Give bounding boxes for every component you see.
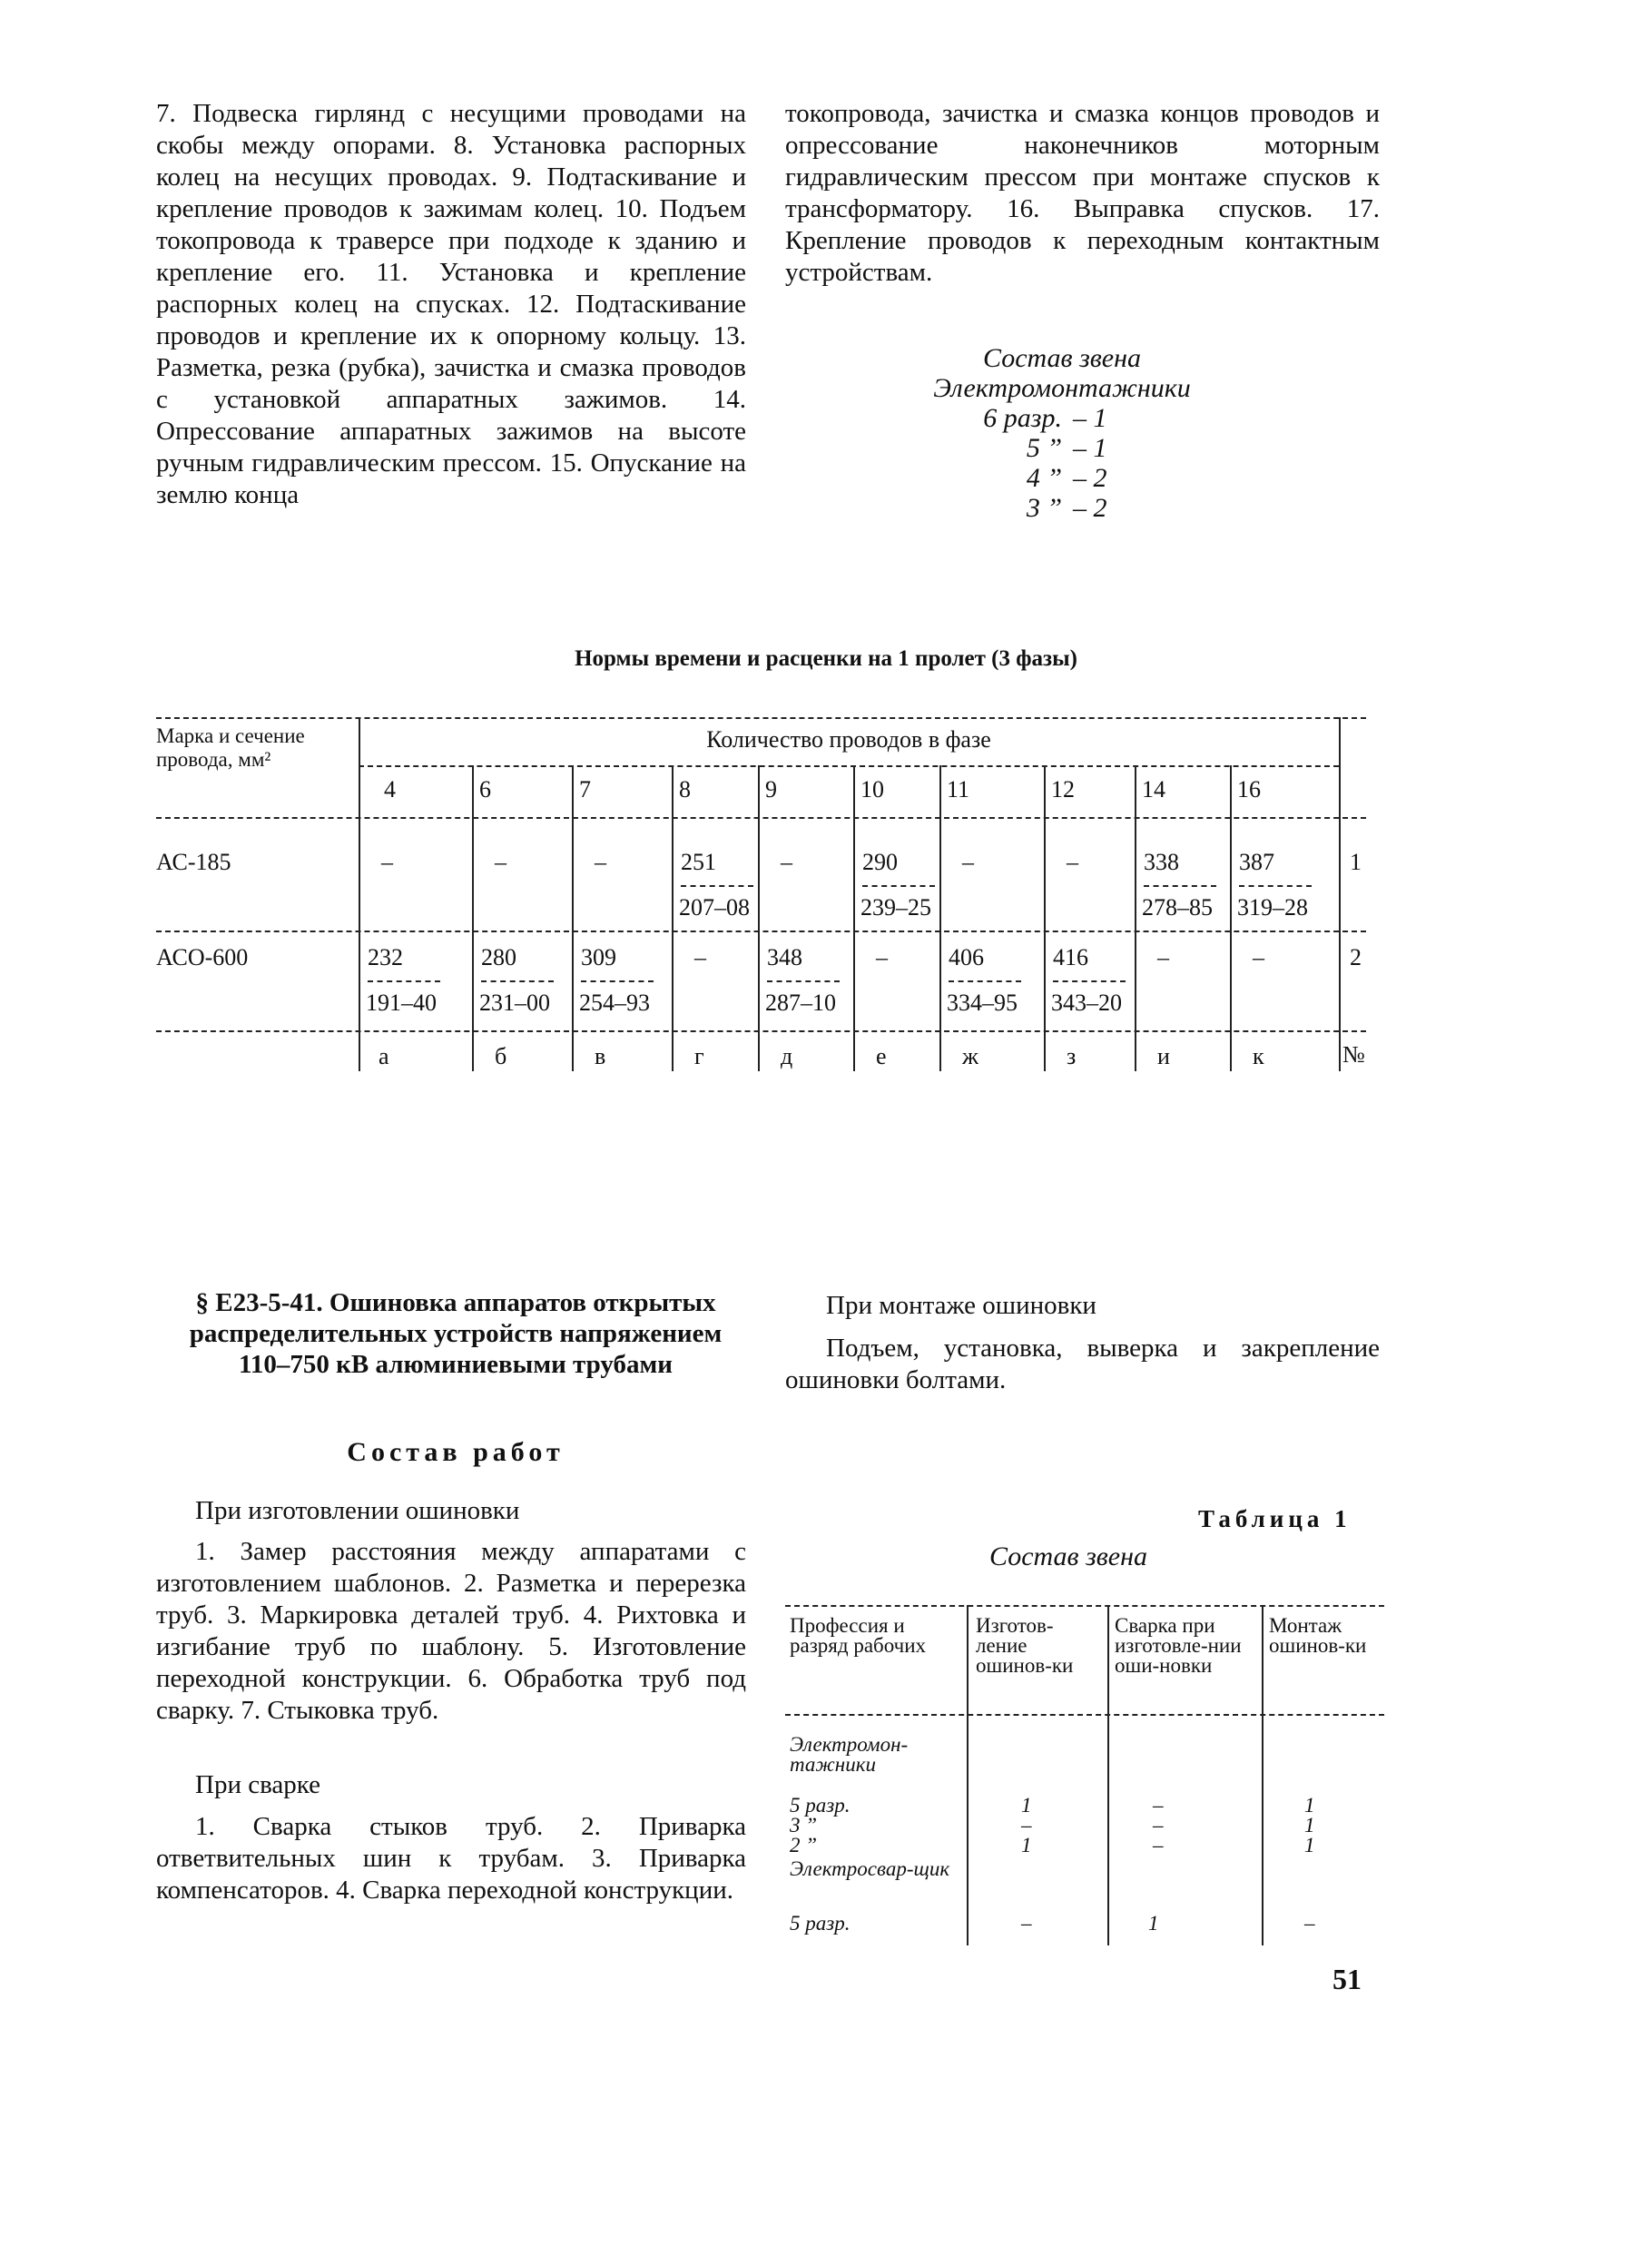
cell: – — [1021, 1814, 1032, 1837]
column-header-count: 16 — [1237, 776, 1261, 803]
cell: – — [1021, 1912, 1032, 1935]
norms-table-caption: Нормы времени и расценки на 1 пролет (3 фазы) — [575, 646, 1077, 671]
row-label: 5 разр. — [790, 1794, 851, 1817]
subheading-fabrication: При изготовлении ошиновки — [195, 1496, 520, 1525]
column-letter: ж — [962, 1043, 978, 1069]
subheading-installation: При монтаже ошиновки — [826, 1291, 1096, 1320]
norm-value: 348 — [767, 944, 802, 970]
cell: 1 — [1304, 1834, 1315, 1856]
header-fabrication: Изготов-ление ошинов-ки — [976, 1614, 1074, 1677]
norm-value: 251 — [681, 849, 716, 875]
header-installation: Монтаж ошинов-ки — [1269, 1614, 1367, 1657]
body-paragraph: токопровода, зачистка и смазка концов проводов и опрессование наконечников моторным гидравлическим прессом при монтаже спусков к трансформатору. 16. Выправка спусков. 17. Крепление проводов к переходным контактным устройствам. — [785, 99, 1380, 287]
group-welders: Электросвар-щик — [790, 1857, 950, 1880]
column-letter: б — [495, 1043, 507, 1069]
fabrication-steps: 1. Замер расстояния между аппаратами с изготовлением шаблонов. 2. Разметка и перерезка труб. 3. Маркировка деталей труб. 4. Рихтовка и изгибание труб по шаблону. 5. Изготовление переходной конструкции. 6. Обработка труб под сварку. 7. Стыковка труб. — [156, 1537, 746, 1725]
crew-table — [785, 1605, 1384, 1945]
group-electricians: Электромон-тажники — [790, 1733, 909, 1776]
row-label: 5 разр. — [790, 1912, 851, 1935]
rate-value: 254–93 — [579, 990, 650, 1016]
norm-value: 290 — [862, 849, 898, 875]
page-number: 51 — [1332, 1963, 1362, 1995]
norm-value: – — [1253, 944, 1264, 970]
rate-value: 239–25 — [860, 894, 931, 921]
cell: 1 — [1304, 1794, 1315, 1817]
crew-row: 4 ” – 2 — [1026, 463, 1107, 493]
column-header-count: 4 — [384, 776, 396, 803]
norm-value: 232 — [368, 944, 403, 970]
norm-value: – — [381, 849, 393, 875]
column-letter: и — [1157, 1043, 1170, 1069]
rate-value: 287–10 — [765, 990, 836, 1016]
header-profession: Профессия и разряд рабочих — [790, 1614, 927, 1657]
norm-value: 416 — [1053, 944, 1088, 970]
column-letter: з — [1067, 1043, 1077, 1069]
number-label: № — [1342, 1041, 1365, 1068]
crew-profession: Электромонтажники — [933, 373, 1191, 403]
column-header-count: 12 — [1051, 776, 1075, 803]
crew-title: Состав звена — [982, 343, 1141, 373]
norm-value: 280 — [481, 944, 516, 970]
row-label: 3 ” — [790, 1814, 818, 1837]
norm-value: – — [1067, 849, 1078, 875]
column-header-count: 8 — [679, 776, 691, 803]
column-letter: г — [694, 1043, 704, 1069]
column-header-mark: Марка и сечение провода, мм² — [156, 724, 305, 771]
rate-value: 231–00 — [479, 990, 550, 1016]
norm-value: – — [495, 849, 506, 875]
row-wire-mark: АСО-600 — [156, 944, 249, 970]
row-number: 1 — [1350, 849, 1362, 875]
rate-value: 191–40 — [366, 990, 437, 1016]
column-group-header: Количество проводов в фазе — [706, 726, 991, 753]
crew-row: 3 ” – 2 — [1026, 493, 1107, 523]
column-header-count: 9 — [765, 776, 777, 803]
rate-value: 278–85 — [1142, 894, 1213, 921]
cell: – — [1153, 1794, 1164, 1817]
section-title: § Е23-5-41. Ошиновка аппаратов открытых распределительных устройств напряжением 110–750 кВ алюминиевыми трубами — [189, 1288, 723, 1379]
rate-value: 207–08 — [679, 894, 750, 921]
norm-value: 338 — [1144, 849, 1179, 875]
norm-value: 309 — [581, 944, 616, 970]
cell: 1 — [1148, 1912, 1159, 1935]
table-label: Таблица 1 — [1198, 1505, 1352, 1532]
column-letter: е — [876, 1043, 887, 1069]
row-label: 2 ” — [790, 1834, 818, 1856]
column-header-count: 7 — [579, 776, 591, 803]
cell: – — [1153, 1834, 1164, 1856]
cell: 1 — [1304, 1814, 1315, 1837]
column-header-count: 14 — [1142, 776, 1165, 803]
crew-row: 6 разр. – 1 — [983, 403, 1107, 433]
column-letter: а — [379, 1043, 389, 1069]
column-letter: д — [781, 1043, 793, 1069]
rate-value: 319–28 — [1237, 894, 1308, 921]
norm-value: – — [781, 849, 792, 875]
norm-value: – — [876, 944, 888, 970]
norm-value: 387 — [1239, 849, 1274, 875]
crew-row: 5 ” – 1 — [1026, 433, 1107, 463]
work-composition-heading: Состав работ — [347, 1437, 565, 1467]
cell: 1 — [1021, 1834, 1032, 1856]
column-header-count: 11 — [947, 776, 970, 803]
header-welding: Сварка при изготовле-нии оши-новки — [1115, 1614, 1242, 1677]
column-letter: к — [1253, 1043, 1264, 1069]
column-header-count: 6 — [479, 776, 491, 803]
column-header-count: 10 — [860, 776, 884, 803]
cell: – — [1304, 1912, 1315, 1935]
row-number: 2 — [1350, 944, 1362, 970]
rate-value: 343–20 — [1051, 990, 1122, 1016]
cell: – — [1153, 1814, 1164, 1837]
subheading-welding: При сварке — [195, 1770, 321, 1799]
row-wire-mark: АС-185 — [156, 849, 231, 875]
norm-value: – — [694, 944, 706, 970]
rate-value: 334–95 — [947, 990, 1018, 1016]
norm-value: – — [962, 849, 974, 875]
cell: 1 — [1021, 1794, 1032, 1817]
table-title: Состав звена — [989, 1541, 1148, 1571]
norm-value: – — [595, 849, 606, 875]
norm-value: 406 — [949, 944, 984, 970]
norm-value: – — [1157, 944, 1169, 970]
column-letter: в — [595, 1043, 606, 1069]
body-paragraph: 7. Подвеска гирлянд с несущими проводами на скобы между опорами. 8. Установка распорных колец на несущих проводах. 9. Подтаскивание и крепление проводов к зажимам колец. 10. Подъем токопровода к траверсе при подходе к зданию и крепление его. 11. Установка и крепление распорных колец на спусках. 12. Подтаскивание проводов и крепление их к опорному кольцу. 13. Разметка, резка (рубка), зачистка и смазка проводов с установкой аппаратных зажимов. 14. Опрессование аппаратных зажимов на высоте ручным гидравлическим прессом. 15. Опускание на землю конца — [156, 99, 746, 509]
welding-steps: 1. Сварка стыков труб. 2. Приварка ответвительных шин к трубам. 3. Приварка компенсаторов. 4. Сварка переходной конструкции. — [156, 1812, 746, 1905]
installation-steps: Подъем, установка, выверка и закрепление ошиновки болтами. — [785, 1334, 1380, 1394]
